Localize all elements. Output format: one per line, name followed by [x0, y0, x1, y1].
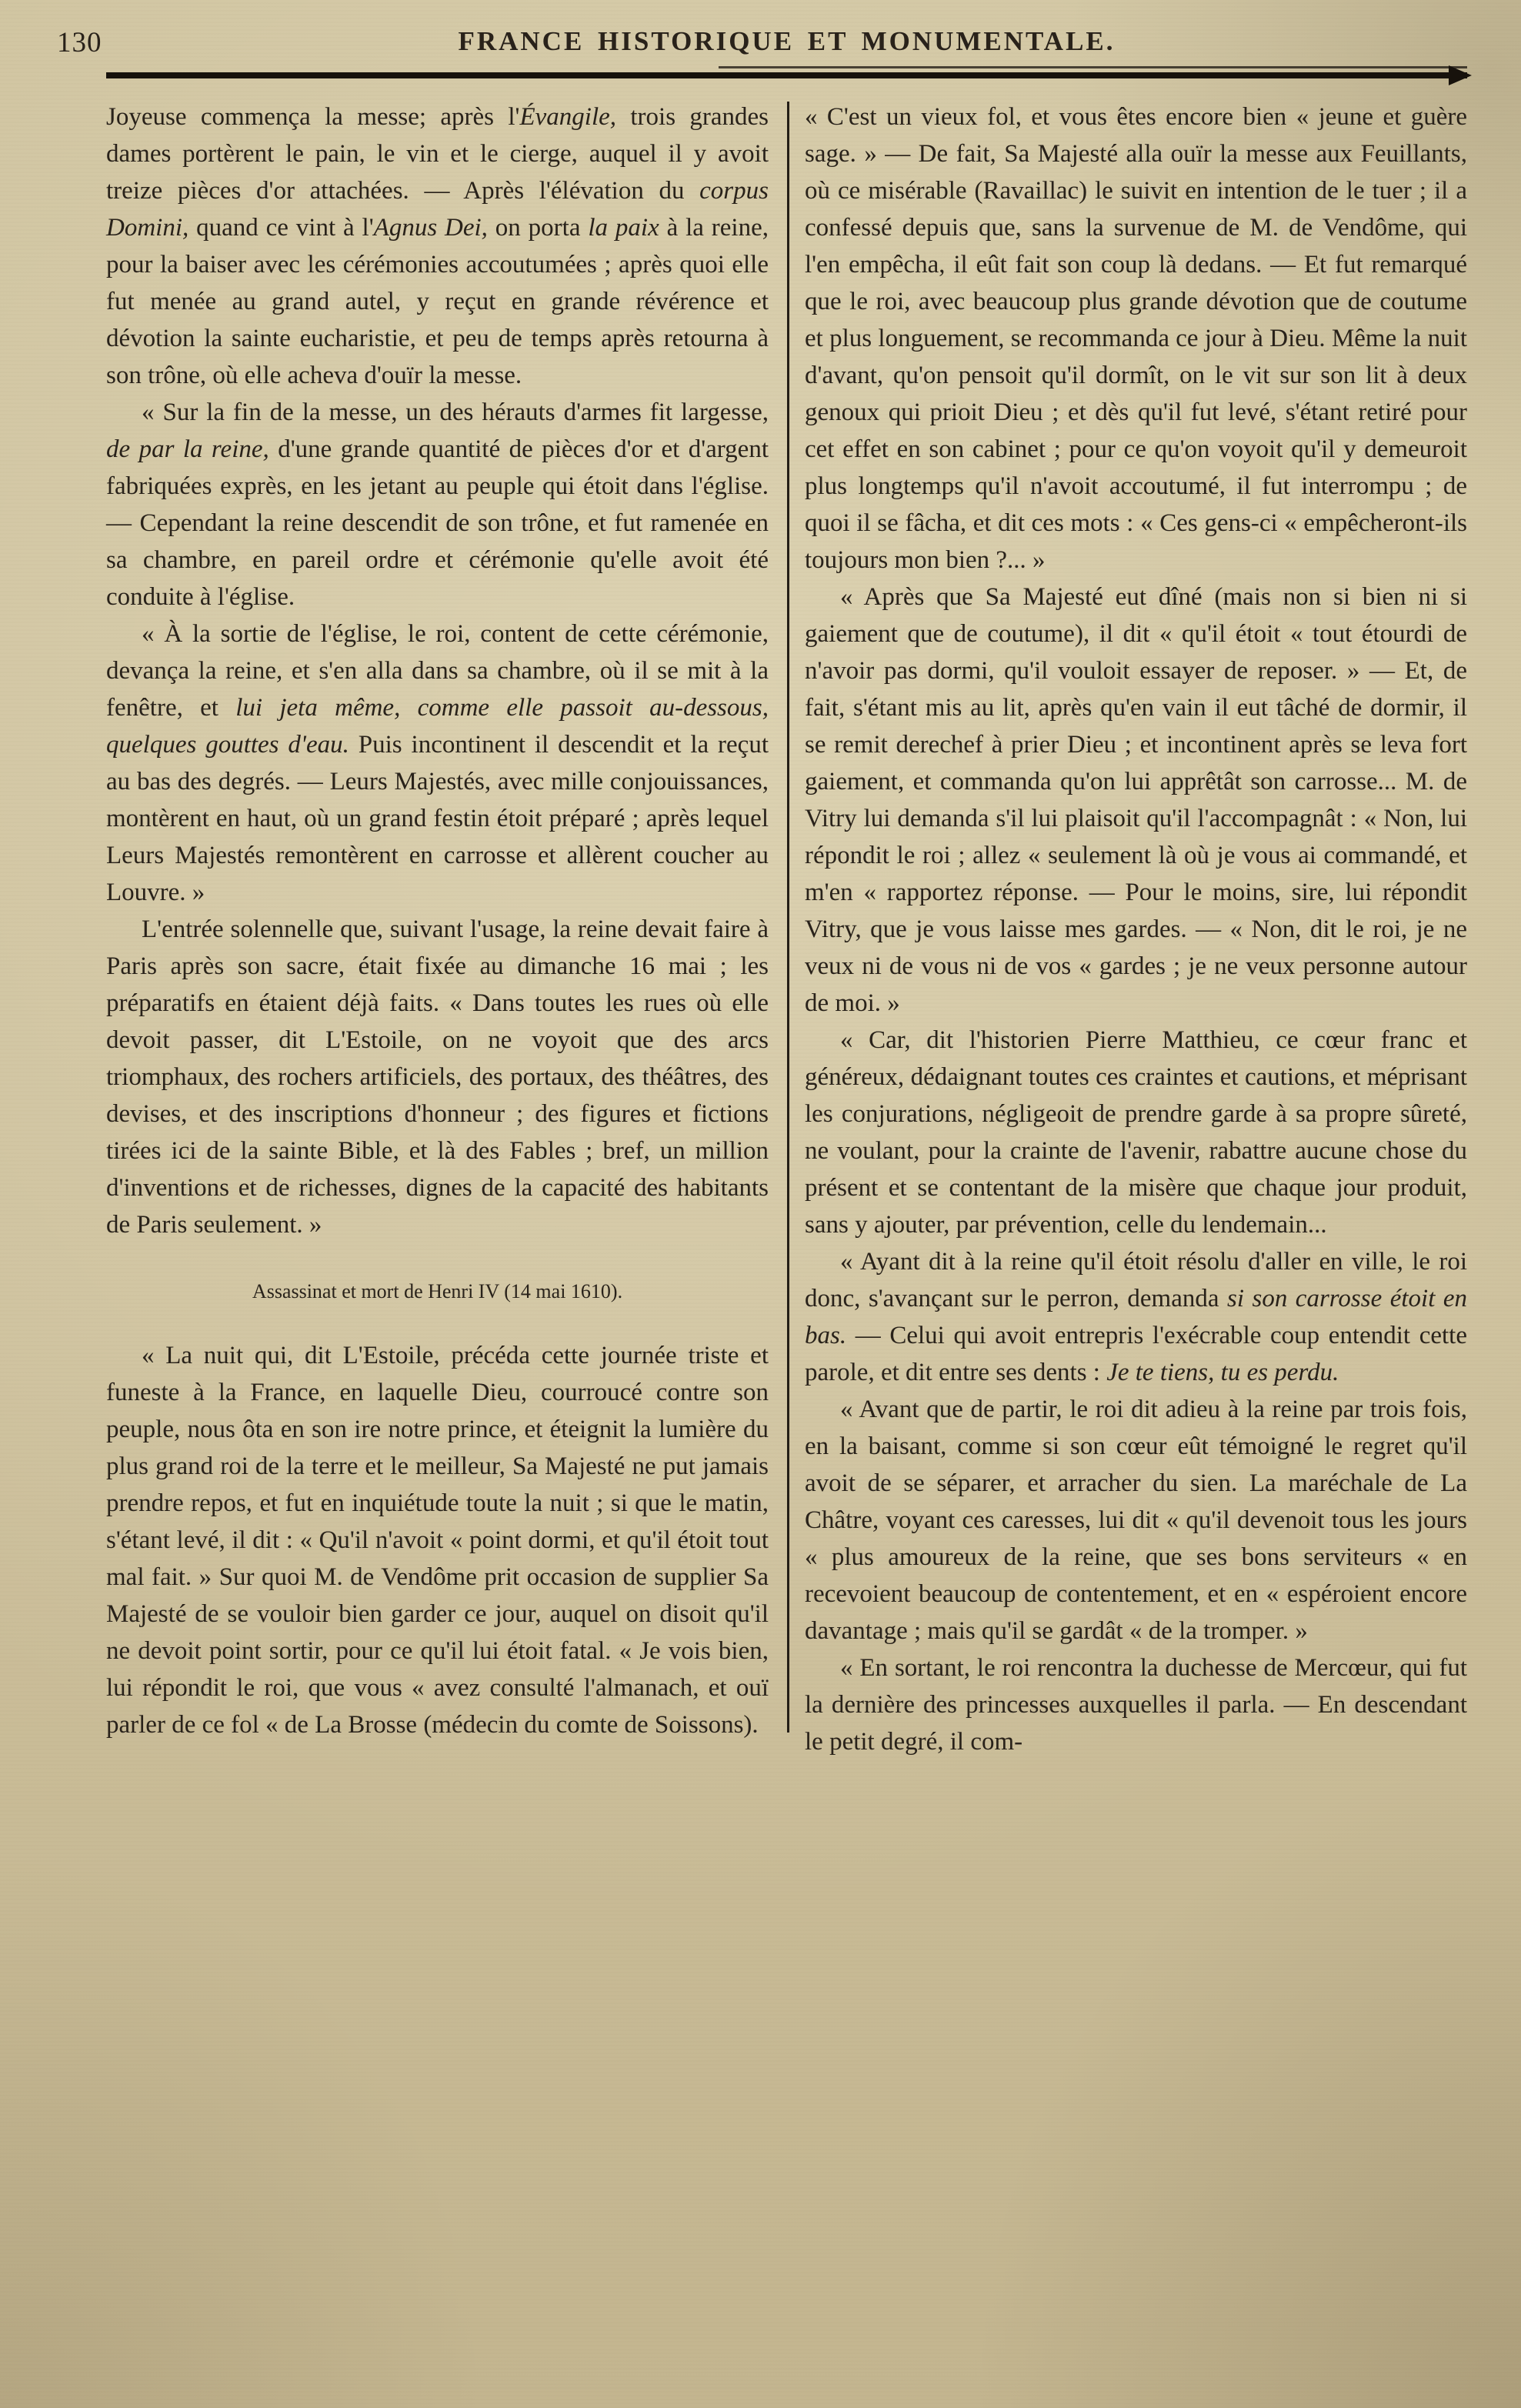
italic-text-segment: de par la reine,: [106, 435, 269, 463]
page-header: [57, 20, 1467, 65]
italic-text-segment: la paix: [588, 214, 659, 242]
column-divider: [787, 102, 789, 1733]
text-segment: trois grandes dames portèrent le pain, le vin et le cierge, auquel il y avoit treize pièces d'or attachées. — Après l'élévation du: [106, 103, 769, 205]
text-segment: « C'est un vieux fol, et vous êtes encore bien « jeune et guère sage. » — De fait, Sa Majesté alla ouïr la messe aux Feuillants, où ce misérable (Ravaillac) le suivit en intention de le tuer ; il a confessé depuis que, sans la survenue de M. de Vendôme, qui l'en empêcha, il eût fait son coup là dedans. — Et fut remarqué que le roi, avec beaucoup plus grande dévotion que de coutume et plus longuement, se recommanda ce jour à Dieu. Même la nuit d'avant, qu'on pensoit qu'il dormît, on le vit sur son lit à deux genoux qui prioit Dieu ; et dès qu'il fut levé, s'étant retiré pour cet effet en son cabinet ; pour ce qu'on voyoit qu'il y demeuroit plus longtemps qu'il n'avoit accoutumé, il fut interrompu ; de quoi il se fâcha, et dit ces mots : « Ces gens-ci « empêcheront-ils toujours mon bien ?... »: [805, 103, 1467, 574]
text-segment: à la reine, pour la baiser avec les cérémonies accoutumées ; après quoi elle fut menée au grand autel, y reçut en grande révérence et dévotion la sainte eucharistie, et peu de temps après retourna à son trône, où elle acheva d'ouïr la messe.: [106, 214, 769, 389]
text-segment: — Celui qui avoit entrepris l'exécrable coup entendit cette parole, et dit entre ses dents :: [805, 1322, 1467, 1386]
text-segment: on porta: [487, 214, 589, 242]
text-segment: « Sur la fin de la messe, un des hérauts d'armes fit largesse,: [142, 399, 769, 426]
section-heading: Assassinat et mort de Henri IV (14 mai 1610).: [252, 1280, 623, 1302]
text-segment: « Avant que de partir, le roi dit adieu à la reine par trois fois, en la baisant, comme si son cœur eût témoigné le regret qu'il avoit de se séparer, et arracher du sien. La maréchale de La Châtre, voyant ces caresses, lui dit « qu'il devenoit tous les jours « plus amoureux de la reine, que ses bons serviteurs « en recevoient beaucoup de contentement, et en « espéroient encore davantage ; mais qu'il se gardât « de la tromper. »: [805, 1396, 1467, 1645]
text-segment: Joyeuse commença la messe; après l': [106, 103, 520, 131]
text-segment: « En sortant, le roi rencontra la duchesse de Mercœur, qui fut la dernière des princesses auxquelles il parla. — En descendant le petit degré, il com-: [805, 1654, 1467, 1756]
text-columns: [106, 98, 1467, 1760]
paragraph: [106, 615, 769, 911]
paragraph: [805, 1649, 1467, 1760]
text-segment: quand ce vint à l': [188, 214, 374, 242]
text-segment: « La nuit qui, dit L'Estoile, précéda cette journée triste et funeste à la France, en laquelle Dieu, courroucé contre son peuple, nous ôta en son ire notre prince, et éteignit la lumière du plus grand roi de la terre et le meilleur, Sa Majesté ne put jamais prendre repos, et fut en inquiétude toute la nuit ; si que le matin, s'étant levé, il dit : « Qu'il n'avoit « point dormi, et qu'il étoit tout mal fait. » Sur quoi M. de Vendôme prit occasion de supplier Sa Majesté de se vouloir bien garder ce jour, auquel on disoit qu'il ne devoit point sortir, pour ce qu'il lui étoit fatal. « Je vois bien, lui répondit le roi, que vous « avez consulté l'almanach, et ouï parler de ce fol « de La Brosse (médecin du comte de Soissons).: [106, 1342, 769, 1739]
paragraph: [805, 1391, 1467, 1649]
paragraph: [106, 98, 769, 394]
paragraph: [805, 1243, 1467, 1391]
paragraph: [805, 1022, 1467, 1243]
page-number: 130: [57, 27, 102, 58]
paragraph: [106, 394, 769, 615]
text-segment: « À la sortie de l'église, le roi, content de cette cérémonie, devança la reine, et s'en alla dans sa chambre, où il se mit à la fenêtre, et: [106, 620, 769, 722]
italic-text-segment: Agnus Dei,: [373, 214, 488, 242]
paragraph: [106, 1337, 769, 1743]
paragraph: [805, 579, 1467, 1022]
text-segment: « Après que Sa Majesté eut dîné (mais non si bien ni si gaiement que de coutume), il dit « qu'il étoit « tout étourdi de n'avoir pas dormi, qu'il vouloit essayer de reposer. » — Et, de fait, s'étant mis au lit, après qu'en vain il eut tâché de dormir, il se remit derechef à prier Dieu ; et incontinent après se leva fort gaiement, et commanda qu'on lui apprêtât son carrosse... M. de Vitry lui demanda s'il lui plaisoit qu'il l'accompagnât : « Non, lui répondit le roi ; allez « seulement là où je vous ai commandé, et m'en « rapportez réponse. — Pour le moins, sire, lui répondit Vitry, que je vous laisse mes gardes. — « Non, dit le roi, je ne veux ni de vous ni de vos « gardes ; je ne veux personne autour de moi. »: [805, 583, 1467, 1017]
text-segment: « Car, dit l'historien Pierre Matthieu, ce cœur franc et généreux, dédaignant toutes ces craintes et cautions, et méprisant les conjurations, négligeoit de prendre garde à sa propre sûreté, ne voulant, pour la crainte de l'avenir, rabattre aucune chose du présent et se contentant de la misère que chaque jour produit, sans y ajouter, par prévention, celle du lendemain...: [805, 1026, 1467, 1239]
right-column: [805, 98, 1467, 1760]
italic-text-segment: corpus Domini,: [106, 177, 769, 242]
italic-text-segment: si son carrosse étoit en bas.: [805, 1285, 1468, 1349]
text-segment: d'une grande quantité de pièces d'or et d'argent fabriquées exprès, en les jetant au peuple qui étoit dans l'église. — Cependant la reine descendit de son trône, et fut ramenée en sa chambre, en pareil ordre et cérémonie qu'elle avoit été conduite à l'église.: [106, 435, 769, 611]
header-rule: [106, 72, 1467, 78]
running-title: FRANCE HISTORIQUE ET MONUMENTALE.: [458, 26, 1116, 56]
left-column: [106, 98, 769, 1760]
text-segment: Puis incontinent il descendit et la reçut au bas des degrés. — Leurs Majestés, avec mille conjouissances, montèrent en haut, où un grand festin étoit préparé ; après lequel Leurs Majestés remontèrent en carrosse et allèrent coucher au Louvre. »: [106, 731, 769, 906]
text-segment: « Ayant dit à la reine qu'il étoit résolu d'aller en ville, le roi donc, s'avançant sur le perron, demanda: [805, 1248, 1467, 1312]
paragraph: [805, 98, 1467, 579]
paragraph: [106, 911, 769, 1243]
italic-text-segment: lui jeta même, comme elle passoit au-dessous, quelques gouttes d'eau.: [106, 694, 769, 759]
italic-text-segment: Je te tiens, tu es perdu.: [1106, 1359, 1339, 1386]
text-segment: L'entrée solennelle que, suivant l'usage, la reine devait faire à Paris après son sacre, était fixée au dimanche 16 mai ; les préparatifs en étaient déjà faits. « Dans toutes les rues où elle devoit passer, dit L'Estoile, on ne voyoit que des arcs triomphaux, des rochers artificiels, des portaux, des théâtres, des devises, et des inscriptions d'honneur ; des figures et fictions tirées ici de la sainte Bible, et là des Fables ; bref, un million d'inventions et de richesses, dignes de la capacité des habitants de Paris seulement. »: [106, 916, 769, 1239]
italic-text-segment: Évangile,: [519, 103, 617, 131]
